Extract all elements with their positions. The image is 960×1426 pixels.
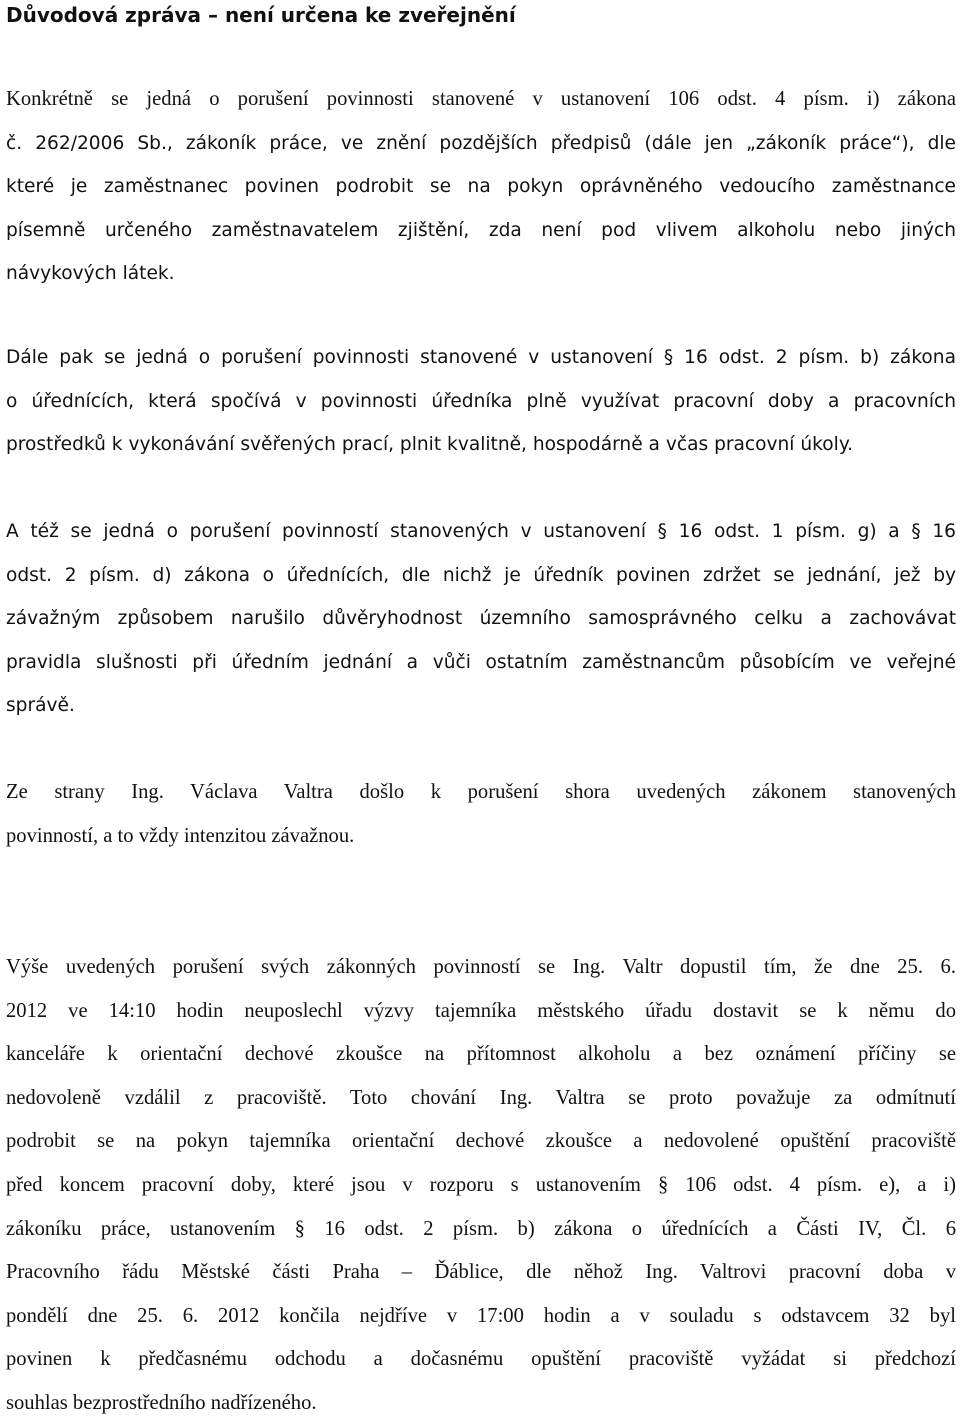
paragraph-1-line: písemně určeného zaměstnavatelem zjištění, zda není pod vlivem alkoholu nebo jiných: [6, 219, 956, 241]
paragraph-1: [6, 78, 956, 296]
paragraph-5-line: Pracovního řádu Městské části Praha – Ďáblice, dle něhož Ing. Valtrovi pracovní doba v: [6, 1261, 956, 1284]
paragraph-5: [6, 946, 956, 1426]
paragraph-5-line: před koncem pracovní doby, které jsou v rozporu s ustanovením § 106 odst. 4 písm. e), a i): [6, 1173, 956, 1196]
paragraph-5-line: nedovoleně vzdálil z pracoviště. Toto chování Ing. Valtra se proto považuje za odmítnutí: [6, 1086, 956, 1109]
paragraph-3: [6, 510, 956, 728]
paragraph-4-line: Ze strany Ing. Václava Valtra došlo k porušení shora uvedených zákonem stanovených: [6, 781, 956, 803]
paragraph-1-line: návykových látek.: [6, 263, 175, 285]
paragraph-1-line: které je zaměstnanec povinen podrobit se na pokyn oprávněného vedoucího zaměstnance: [6, 176, 956, 198]
paragraph-5-line: podrobit se na pokyn tajemníka orientační dechové zkoušce a nedovolené opuštění pracoviště: [6, 1130, 956, 1153]
document-header: Důvodová zpráva – není určena ke zveřejnění: [6, 3, 516, 27]
paragraph-3-line: A též se jedná o porušení povinností stanovených v ustanovení § 16 odst. 1 písm. g) a § 16: [6, 521, 956, 542]
paragraph-3-line: správě.: [6, 695, 75, 717]
paragraph-3-line: pravidla slušnosti při úředním jednání a vůči ostatním zaměstnancům působícím ve veřejné: [6, 651, 956, 673]
paragraph-5-line: povinen k předčasnému odchodu a dočasnému opuštění pracoviště vyžádat si předchozí: [6, 1348, 956, 1371]
paragraph-1-line: č. 262/2006 Sb., zákoník práce, ve znění pozdějších předpisů (dále jen „zákoník práce“), dle: [6, 132, 956, 154]
paragraph-5-line: pondělí dne 25. 6. 2012 končila nejdříve v 17:00 hodin a v souladu s odstavcem 32 byl: [6, 1304, 956, 1327]
paragraph-3-line: odst. 2 písm. d) zákona o úřednících, dle nichž je úředník povinen zdržet se jednání, jež by: [6, 564, 956, 586]
paragraph-2-line: Dále pak se jedná o porušení povinnosti stanovené v ustanovení § 16 odst. 2 písm. b) zákona: [6, 347, 956, 368]
paragraph-4: [6, 771, 956, 858]
paragraph-5-line: kanceláře k orientační dechové zkoušce na přítomnost alkoholu a bez oznámení příčiny se: [6, 1043, 956, 1066]
paragraph-5-line: Výše uvedených porušení svých zákonných povinností se Ing. Valtr dopustil tím, že dne 25. 6.: [6, 956, 956, 978]
paragraph-5-line: zákoníku práce, ustanovením § 16 odst. 2 písm. b) zákona o úřednících a Části IV, Čl. 6: [6, 1217, 956, 1240]
paragraph-1-line: Konkrétně se jedná o porušení povinnosti stanovené v ustanovení 106 odst. 4 písm. i) zákona: [6, 88, 956, 110]
paragraph-2-line: o úřednících, která spočívá v povinnosti úředníka plně využívat pracovní doby a pracovních: [6, 390, 956, 412]
paragraph-5-line: souhlas bezprostředního nadřízeného.: [6, 1391, 317, 1414]
paragraph-4-line: povinností, a to vždy intenzitou závažnou.: [6, 824, 355, 847]
paragraph-5-line: 2012 ve 14:10 hodin neuposlechl výzvy tajemníka městského úřadu dostavit se k němu do: [6, 999, 956, 1022]
document-page: [6, 0, 956, 1414]
paragraph-3-line: závažným způsobem narušilo důvěryhodnost územního samosprávného celku a zachovávat: [6, 608, 956, 630]
paragraph-2: [6, 336, 956, 467]
paragraph-2-line: prostředků k vykonávání svěřených prací, plnit kvalitně, hospodárně a včas pracovní úkoly.: [6, 434, 854, 456]
